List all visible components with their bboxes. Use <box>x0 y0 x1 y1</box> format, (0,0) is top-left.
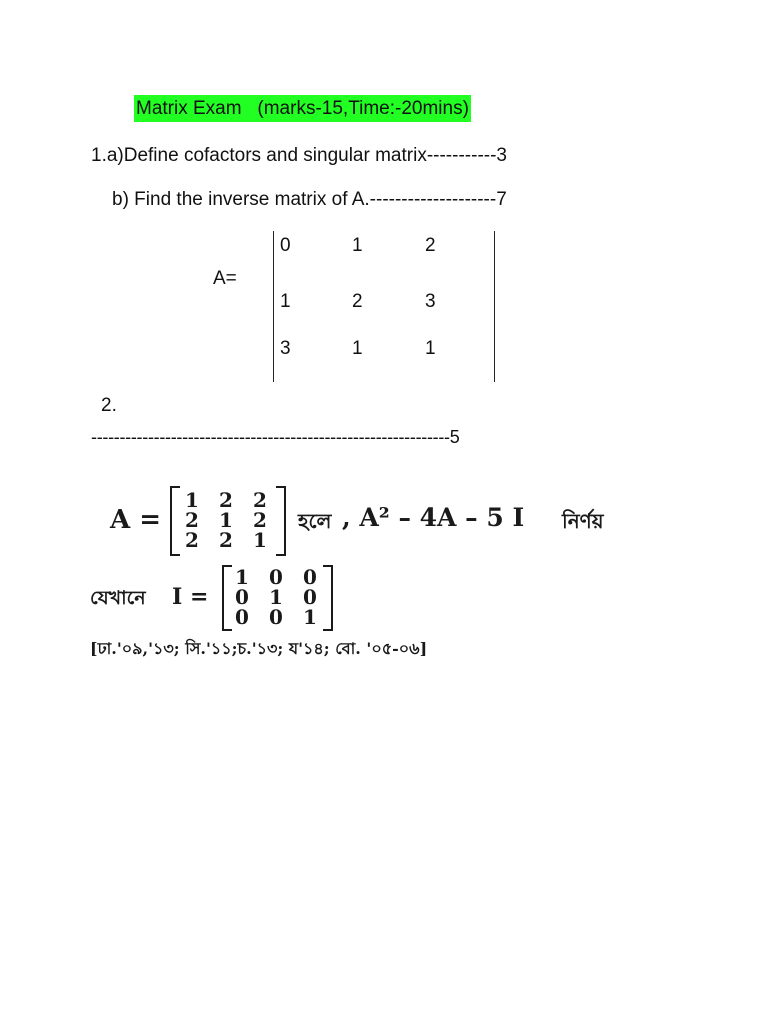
scan-bengali-find: নির্ণয় <box>562 509 604 533</box>
scan-matrix-cell: 2 <box>185 508 199 532</box>
scan-matrix-cell: 1 <box>253 528 267 552</box>
scan-matrix-cell: 1 <box>219 508 233 532</box>
matrix-right-bar <box>494 231 495 382</box>
matrix-cell: 1 <box>352 338 363 359</box>
question-1b: b) Find the inverse matrix of A.--------------------7 <box>112 189 507 210</box>
scan-identity-cell: 1 <box>235 565 249 589</box>
scan-a-label: A = <box>110 505 162 535</box>
matrix-label: A= <box>213 268 237 289</box>
scan-i-label: I = <box>172 584 209 610</box>
scan-matrix-cell: 2 <box>219 528 233 552</box>
matrix-cell: 1 <box>425 338 436 359</box>
matrix-cell: 0 <box>280 235 291 256</box>
exam-title: Matrix Exam (marks-15,Time:-20mins) <box>134 95 471 122</box>
scan-identity-cell: 1 <box>303 605 317 629</box>
matrix-cell: 3 <box>280 338 291 359</box>
question-1a: 1.a)Define cofactors and singular matrix-----------3 <box>91 145 507 166</box>
matrix-cell: 3 <box>425 291 436 312</box>
matrix-cell: 1 <box>352 235 363 256</box>
scan-identity-right-bracket <box>323 565 333 631</box>
matrix-cell: 1 <box>280 291 291 312</box>
question-2-dashes: ---------------------------------------------------------------5 <box>91 427 460 447</box>
scan-matrix-cell: 1 <box>185 488 199 512</box>
scan-matrix-cell: 2 <box>253 488 267 512</box>
scan-identity-cell: 0 <box>303 565 317 589</box>
matrix-cell: 2 <box>425 235 436 256</box>
scan-expression: , A² – 4A – 5 I <box>342 503 525 532</box>
scan-matrix-cell: 2 <box>219 488 233 512</box>
scan-identity-cell: 0 <box>235 585 249 609</box>
scan-matrix-cell: 2 <box>185 528 199 552</box>
scan-reference: [ঢা.'০৯,'১৩; সি.'১১;চ.'১৩; য'১৪; বো. '০৫-০৬] <box>90 639 428 658</box>
scan-identity-cell: 1 <box>269 585 283 609</box>
matrix-left-bar <box>273 231 274 382</box>
scan-bengali-if: হলে <box>298 509 332 533</box>
scan-identity-cell: 0 <box>303 585 317 609</box>
scan-identity-left-bracket <box>222 565 232 631</box>
matrix-cell: 2 <box>352 291 363 312</box>
scan-bengali-where: যেখানে <box>90 587 146 609</box>
scan-matrix-cell: 2 <box>253 508 267 532</box>
scan-identity-cell: 0 <box>269 605 283 629</box>
scan-matrix-left-bracket <box>170 486 180 556</box>
scan-matrix-right-bracket <box>276 486 286 556</box>
scan-identity-cell: 0 <box>235 605 249 629</box>
scan-identity-cell: 0 <box>269 565 283 589</box>
question-2-number: 2. <box>101 395 117 416</box>
